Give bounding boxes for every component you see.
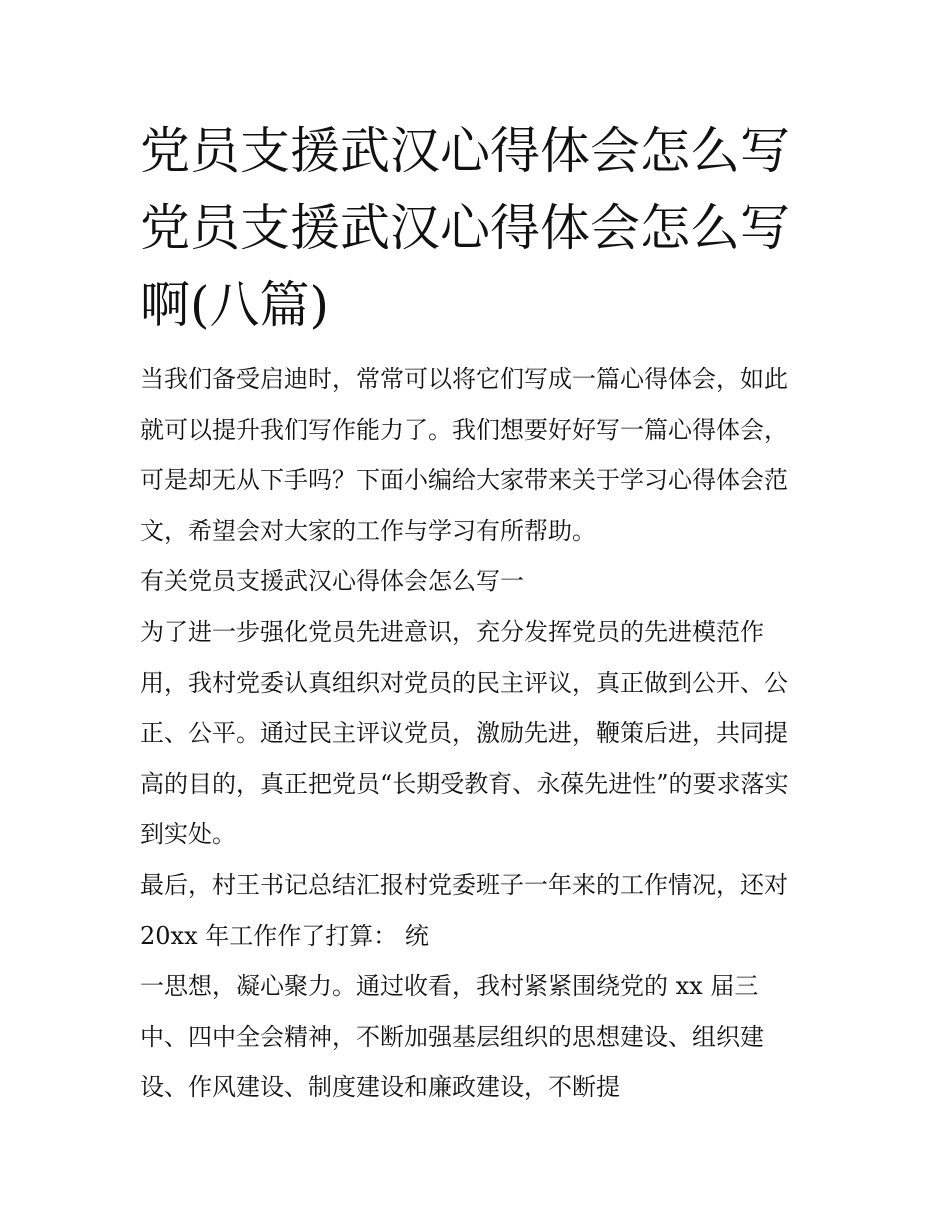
title-line: 党员支援武汉心得体会怎么写	[140, 199, 790, 257]
paragraph-line: 到实处。	[140, 820, 236, 849]
title-line: 啊(八篇)	[140, 276, 330, 334]
paragraph-line: 用，我村党委认真组织对党员的民主评议，真正做到公开、公	[140, 668, 788, 697]
paragraph-line: 一思想，凝心聚力。通过收看，我村紧紧围绕党的 xx 届三	[140, 972, 759, 1001]
intro-line: 文，希望会对大家的工作与学习有所帮助。	[140, 516, 596, 545]
paragraph-line: 正、公平。通过民主评议党员，激励先进，鞭策后进，共同提	[140, 719, 788, 748]
intro-line: 当我们备受启迪时，常常可以将它们写成一篇心得体会，如此	[140, 365, 788, 393]
paragraph-line: 高的目的，真正把党员“长期受教育、永葆先进性”的要求落实	[140, 769, 789, 798]
paragraph-line: 20xx 年工作作了打算： 统	[140, 921, 429, 950]
intro-line: 就可以提升我们写作能力了。我们想要好好写一篇心得体会，	[140, 415, 788, 444]
section-heading: 有关党员支援武汉心得体会怎么写一	[140, 567, 524, 596]
document-body	[140, 354, 830, 1113]
paragraph-line: 最后，村王书记总结汇报村党委班子一年来的工作情况，还对	[140, 870, 788, 899]
title-line: 党员支援武汉心得体会怎么写	[140, 122, 790, 180]
paragraph-line: 为了进一步强化党员先进意识，充分发挥党员的先进模范作	[140, 617, 764, 646]
paragraph-line: 设、作风建设、制度建设和廉政建设，不断提	[140, 1073, 620, 1102]
document-title	[140, 113, 820, 344]
intro-line: 可是却无从下手吗？下面小编给大家带来关于学习心得体会范	[140, 466, 788, 495]
paragraph-line: 中、四中全会精神，不断加强基层组织的思想建设、组织建	[140, 1022, 764, 1051]
